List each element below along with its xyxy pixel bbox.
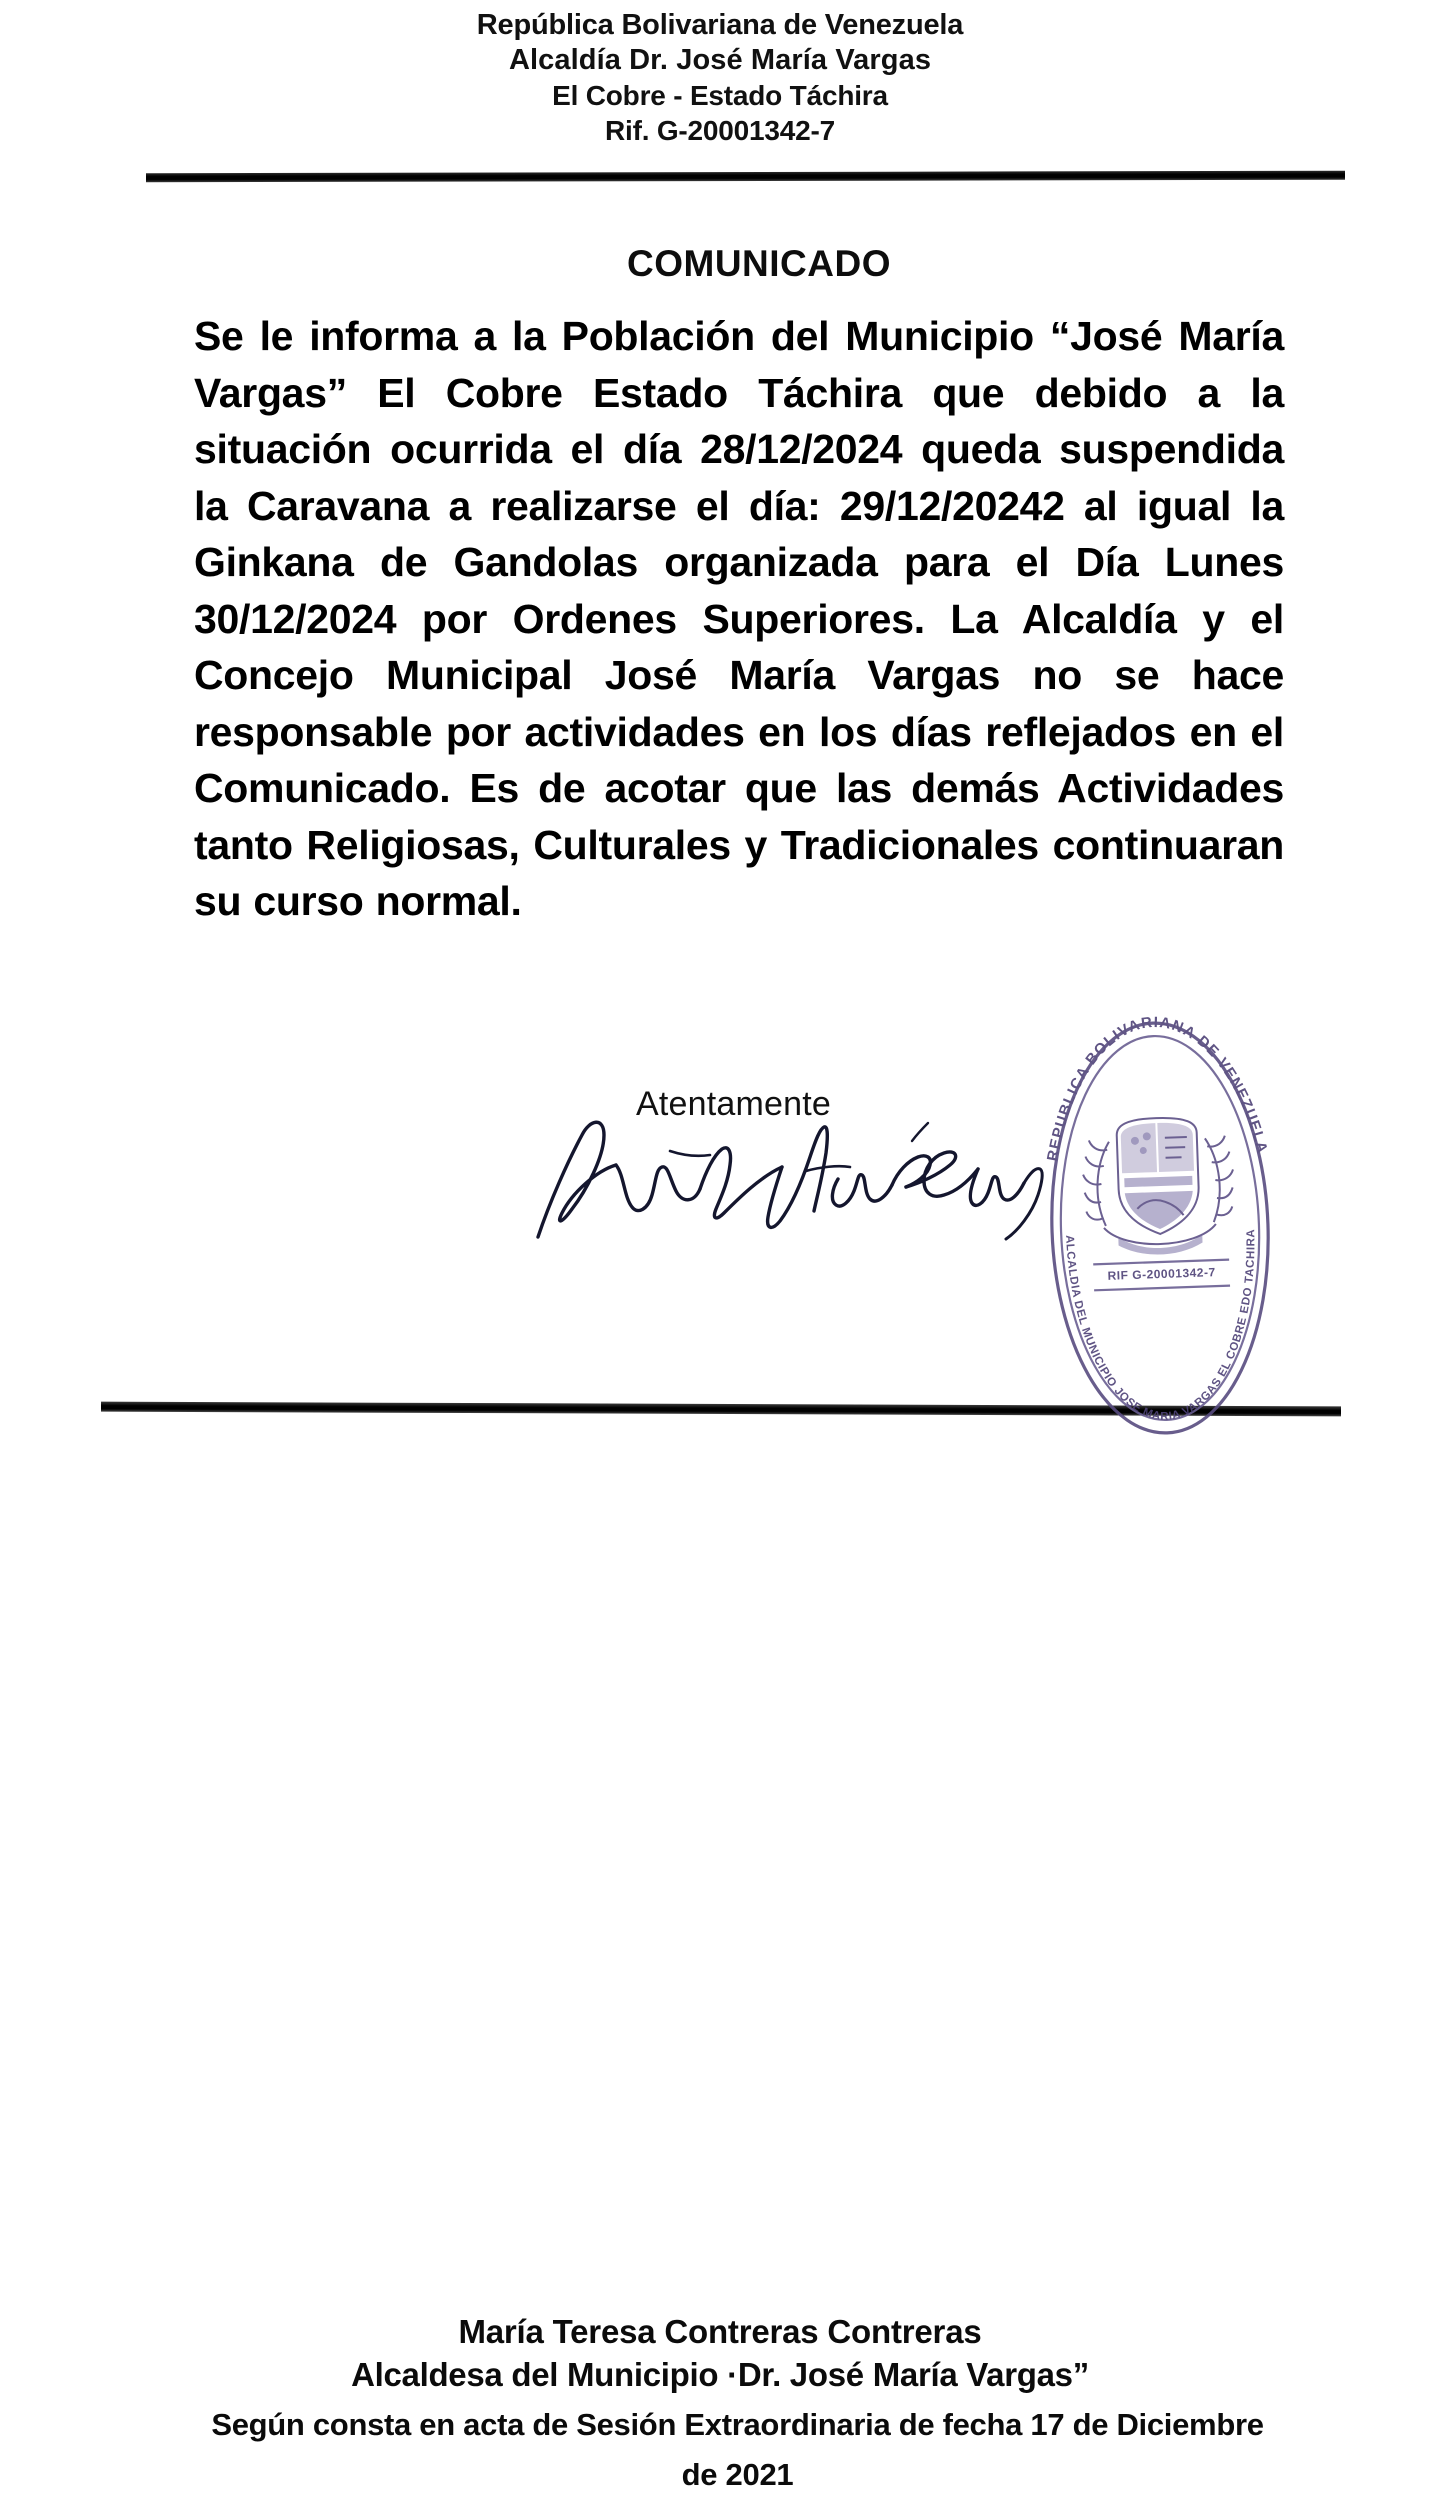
body-text — [194, 308, 1284, 930]
page-title: COMUNICADO — [627, 243, 891, 284]
seal-rif-text: RIF G-20001342-7 — [1107, 1265, 1216, 1283]
signatory-role: Alcaldesa del Municipio ·Dr. José María Vargas” — [351, 2356, 1089, 2393]
seal-top-text: REPUBLICA BOLIVARIANA DE VENEZUELA — [1044, 1013, 1271, 1163]
seal-bottom-text: ALCALDIA DEL MUNICIPIO JOSE MARIA VARGAS EL COBRE EDO TACHIRA — [1063, 1228, 1258, 1423]
horizontal-rule-top — [146, 171, 1345, 183]
closing-salutation: Atentamente — [636, 1085, 831, 1123]
letterhead-line-municipality: Alcaldía Dr. José María Vargas — [508, 44, 932, 76]
handwritten-signature-icon — [520, 1105, 1060, 1245]
body-paragraph: Se le informa a la Población del Municipio “José María Vargas” El Cobre Estado Táchira que debido a la situación ocurrida el día 28/12/2024 queda suspendida la Caravana a realizarse el día: 29/12/20242 al igual la Ginkana de Gandolas organizada para el Día Lunes 30/12/2024 por Ordenes Superiores. La Alcaldía y el Concejo Municipal José María Vargas no se hace responsable por actividades en los días reflejados en el Comunicado. Es de acotar que las demás Actividades tanto Religiosas, Culturales y Tradicionales continuaran su curso normal. — [194, 313, 1284, 924]
signature-session-note: Según consta en acta de Sesión Extraordinaria de fecha 17 de Diciembre de 2021 — [211, 2407, 1264, 2492]
coat-of-arms-icon — [1081, 1115, 1236, 1257]
letterhead-line-country: República Bolivariana de Venezuela — [476, 9, 964, 41]
letterhead-line-location: El Cobre - Estado Táchira — [552, 80, 888, 111]
signatory-name: María Teresa Contreras Contreras — [458, 2313, 982, 2350]
letterhead-line-rif: Rif. G-20001342-7 — [604, 115, 836, 146]
letterhead — [0, 8, 1440, 148]
official-seal-stamp — [1027, 1008, 1294, 1449]
